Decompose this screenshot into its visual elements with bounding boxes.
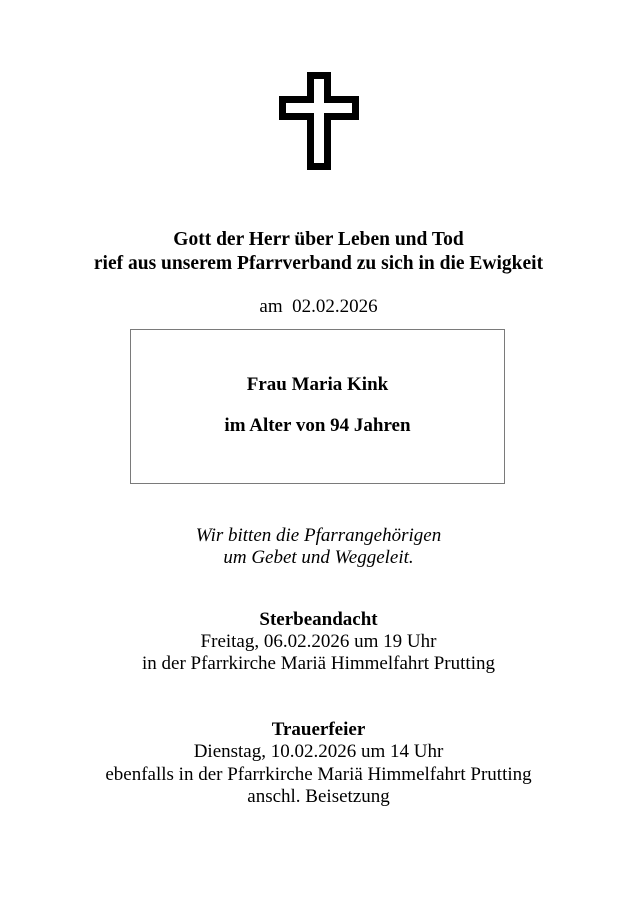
cross-icon: [279, 72, 359, 170]
vigil-when: Freitag, 06.02.2026 um 19 Uhr: [200, 631, 437, 652]
funeral-when: Dienstag, 10.02.2026 um 14 Uhr: [193, 741, 444, 762]
request-line-2: um Gebet und Weggeleit.: [223, 547, 414, 568]
intro-line-2: rief aus unserem Pfarrverband zu sich in die Ewigkeit: [93, 253, 544, 274]
vigil-where: in der Pfarrkirche Mariä Himmelfahrt Prutting: [142, 653, 495, 674]
request-line-1: Wir bitten die Pfarrangehörigen: [195, 525, 442, 546]
funeral-where: ebenfalls in der Pfarrkirche Mariä Himmelfahrt Prutting: [105, 764, 532, 785]
deceased-name: Frau Maria Kink: [246, 374, 389, 395]
deceased-box: [130, 329, 505, 484]
deceased-age: im Alter von 94 Jahren: [224, 415, 411, 436]
vigil-title: Sterbeandacht: [259, 609, 378, 630]
death-date: am 02.02.2026: [259, 296, 378, 317]
intro-line-1: Gott der Herr über Leben und Tod: [173, 229, 464, 250]
funeral-title: Trauerfeier: [271, 719, 366, 740]
funeral-burial: anschl. Beisetzung: [247, 786, 390, 807]
